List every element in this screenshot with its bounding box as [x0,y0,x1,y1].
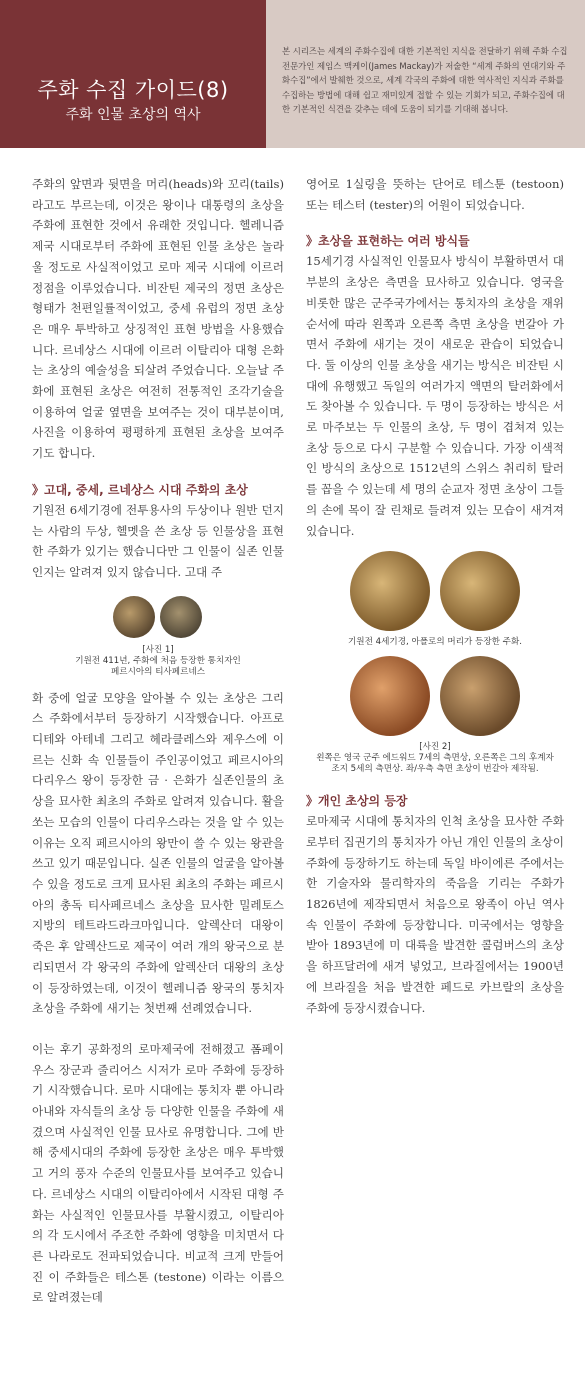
figure-caption: 페르시아의 티사페르네스 [110,666,206,677]
header [0,0,585,148]
coin-reverse [160,596,202,638]
paragraph: 기원전 6세기경에 전투용사의 두상이나 원반 던지는 사람의 두상, 헬멧을 쓴 초상 등 인물상을 표현한 주화가 있기는 했습니다만 그 인물이 실존 인물인지는 알려져 있지 않습니다. 고대 주 [32,502,284,579]
section-heading: 》고대, 중세, 르네상스 시대 주화의 초상 [32,482,248,497]
coin-obverse [113,596,155,638]
figure-caption: 기원전 411년, 주화에 처음 등장한 통치자인 [75,655,241,666]
coin-obverse [350,551,430,631]
coin-edward [350,656,430,736]
coin-photo-edward-george [335,654,535,738]
right-column [306,174,564,1018]
paragraph: 주화의 앞면과 뒷면을 머리(heads)와 꼬리(tails)라고도 부르는데, 이것은 왕이나 대통령의 초상을 주화에 표현한 것에서 유래한 것입니다. 헬레니즘 제국 시대로부터 주화에 표현된 인물 초상은 놀라울 정도로 사실적이었고 로마 제국 시대에 이르러 정점을 이루었습니다. 비잔틴 제국의 정면 초상은 형태가 천편일률적이었고, 중세 유럽의 정면 초상은 매우 투박하고 상징적인 표현 방법을 사용했습니다. 르네상스 시대에 이르러 이탈리아 대형 은화는 초상의 예술성을 되살려 주었습니다. 오늘날 주화에 표현된 초상은 여전히 전통적인 조각기술을 이용하여 얼굴 옆면을 보여주는 것이 대부분이며, 사진을 이용하여 평평하게 표현된 초상을 보여주기도 합니다. [32,177,284,461]
section-heading: 》개인 초상의 등장 [306,794,408,809]
paragraph: 이는 후기 공화정의 로마제국에 전해졌고 폼페이우스 장군과 줄리어스 시저가 로마 주화에 등장하기 시작했습니다. 로마 시대에는 통치자 뿐 아니라 아내와 자식들의 초상 등 다양한 인물을 주화에 새겼으며 사실적인 인물 묘사로 유명합니다. 그에 반해 중세시대의 주화에 등장한 초상은 매우 투박했고 거의 풍자 수준의 인물묘사를 보여주고 있습니다. 르네상스 시대의 이탈리아에서 시작된 대형 주화는 사실적인 인물묘사를 부활시켰고, 이탈리아의 각 도시에서 주조한 주화에 영향을 미치면서 다른 나라로도 전파되었습니다. 비교적 크게 만들어진 이 주화들은 테스톤 (testone) 이라는 이름으로 알려졌는데 [32,1041,284,1305]
figure-1 [32,593,284,678]
title-panel [0,0,266,148]
intro-text: 본 시리즈는 세계의 주화수집에 대한 기본적인 지식을 전달하기 위해 주화 수집 전문가인 제임스 맥케이(James Mackay)가 저술한 “세계 주화의 연대기와 주화수집”에서 발췌한 것으로, 세계 각국의 주화에 대한 역사적인 지식과 주화를 수집하는 방법에 대해 쉽고 재미있게 접할 수 있는 기회가 되고, 주화수집에 대한 기본적인 식견을 갖추는 데에 도움이 되기를 기대해 봅니다. [282,46,568,114]
left-column [32,174,284,1308]
coin-reverse [440,551,520,631]
coin-photo-apollo [335,549,535,633]
paragraph: 영어로 1실링을 뜻하는 단어로 테스툰 (testoon) 또는 테스터 (tester)의 어원이 되었습니다. [306,177,564,212]
figure-caption: 조지 5세의 측면상. 좌/우측 측면 초상이 번갈아 제작됨. [331,764,539,775]
paragraph: 로마제국 시대에 통치자의 인척 초상을 묘사한 주화로부터 집권기의 통치자가 아닌 개인 인물의 초상이 주화에 등장하기도 하는데 독일 바이에른 주에서는 한 기술자와 물리학자의 죽음을 기리는 주화가 1826년에 제작되면서 처음으로 왕족이 아닌 역사 속 인물이 주화에 등장합니다. 미국에서는 영향을 받아 1893년에 미 대륙을 발견한 콜럼버스의 초상을 하프달러에 새겨 넣었고, 브라질에서는 1900년에 브라질을 처음 발견한 페드로 카브랄의 초상을 주화에 등장시켰습니다. [306,814,564,1015]
figure-caption: 왼쪽은 영국 군주 에드워드 7세의 측면상, 오른쪽은 그의 후계자 [316,753,554,764]
paragraph: 15세기경 사실적인 인물묘사 방식이 부활하면서 대부분의 초상은 측면을 묘사하고 있습니다. 영국을 비롯한 많은 군주국가에서는 통치자의 초상을 재위 순서에 따라 왼쪽과 오른쪽 측면 초상을 번갈아 가면서 주화에 새기는 것이 새로운 관습이 되었습니다. 둘 이상의 인물 초상을 새기는 방식은 비잔틴 시대에 유행했고 독일의 여러가지 액면의 탈러화에서도 찾아볼 수 있습니다. 두 명이 등장하는 방식은 서로 마주보는 두 인물의 초상, 두 명이 겹쳐져 있는 초상 등으로 다시 구분할 수 있습니다. 가장 이색적인 방식의 초상으로 1512년의 스위스 취리히 탈러를 꼽을 수 있는데 세 명의 순교자 정면 초상이 그들의 손에 목이 잘 린채로 들려져 있는 모습이 새겨져 있습니다. [306,254,564,538]
figure-2 [306,549,564,775]
figure-caption-label: [사진 2] [419,742,451,753]
coin-photo-1 [103,593,213,641]
page-title: 주화 수집 가이드(8) [37,78,229,102]
figure-caption-label: [사진 1] [142,644,174,655]
coin-george [440,656,520,736]
section-heading: 》초상을 표현하는 여러 방식들 [306,234,470,249]
page-subtitle: 주화 인물 초상의 역사 [65,107,201,123]
figure-caption: 기원전 4세기경, 아폴로의 머리가 등장한 주화. [347,637,523,648]
paragraph: 화 중에 얼굴 모양을 알아볼 수 있는 초상은 그리스 주화에서부터 등장하기 시작했습니다. 아프로디테와 아테네 그리고 헤라클레스와 제우스에 이르는 신화 속 인물들이 주인공이었고 페르시아의 다리우스 왕이 등장한 금 · 은화가 실존인물의 초상을 묘사한 최초의 주화로 알려져 있습니다. 활을 쏘는 모습의 인물이 다리우스라는 것을 알 수 있는 이유는 오직 페르시아의 왕만이 쓸 수 있는 왕관을 쓰고 있기 때문입니다. 실존 인물의 얼굴을 알아볼 수 있을 정도로 크게 묘사된 최초의 주화는 페르시아의 총독 티사페르네스 초상을 묘사한 밀레토스 지방의 테트라드라크마입니다. 알렉산더 대왕이 죽은 후 알렉산드로 제국이 여러 개의 왕국으로 분리되면서 각 왕국의 주화에 알렉산더 대왕의 초상이 등장하였는데, 이것이 헬레니즘 왕국의 통치자 초상을 주화에 새기는 첫번째 선례였습니다. [32,690,284,1016]
